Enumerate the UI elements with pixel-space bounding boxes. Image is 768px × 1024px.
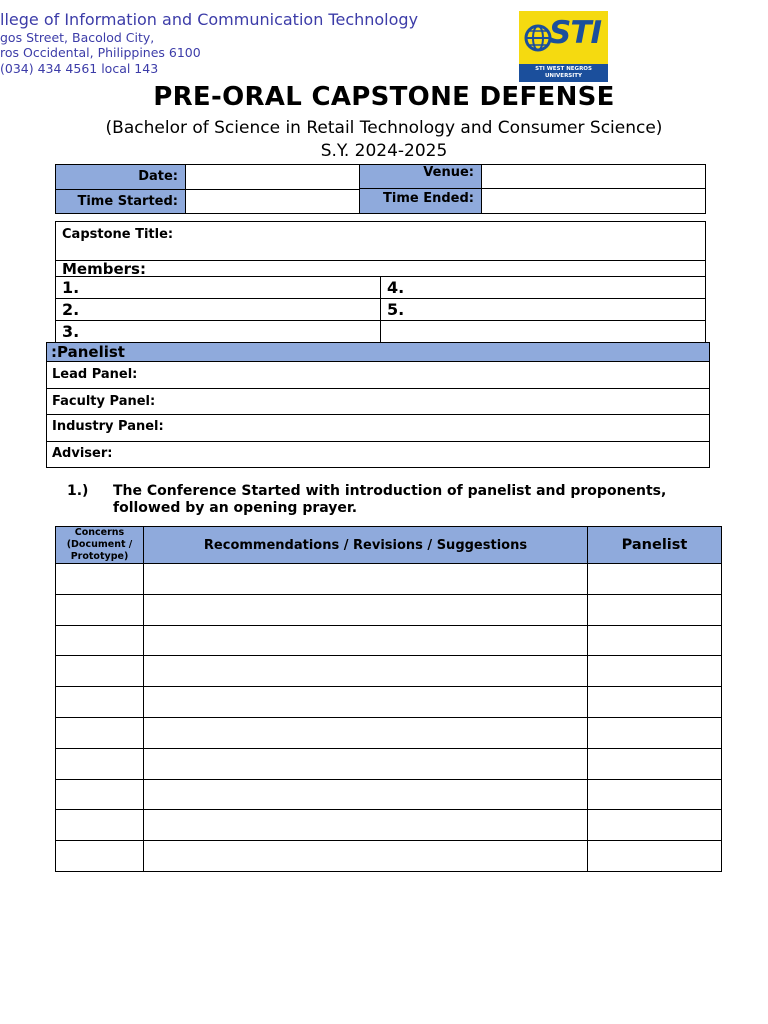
recommendation-cell[interactable] [143, 779, 588, 810]
member-1-label: 1. [62, 278, 80, 297]
logo-band-line1: STI WEST NEGROS [535, 66, 592, 72]
member-3-label: 3. [62, 322, 80, 341]
member-5-field[interactable] [380, 298, 706, 321]
globe-icon [524, 20, 552, 56]
panelist-column-header: Panelist [587, 526, 722, 564]
date-label: Date: [55, 164, 186, 190]
concerns-header-line2: (Document / [66, 539, 133, 550]
time-started-field[interactable] [185, 189, 360, 214]
member-4-label: 4. [387, 278, 405, 297]
venue-label: Venue: [359, 164, 482, 189]
capstone-title-label: Capstone Title: [62, 227, 174, 242]
recommendation-cell[interactable] [143, 625, 588, 656]
adviser-field[interactable] [46, 441, 710, 468]
industry-panel-field[interactable] [46, 414, 710, 442]
conference-line-2: followed by an opening prayer. [113, 500, 358, 516]
concerns-header-line1: Concerns [74, 527, 125, 538]
panelist-cell[interactable] [587, 717, 722, 749]
concerns-header [55, 526, 144, 564]
concern-cell[interactable] [55, 625, 144, 656]
concerns-header-line3: Prototype) [70, 551, 129, 562]
lead-panel-field[interactable] [46, 361, 710, 389]
panelist-header-label: :Panelist [51, 343, 125, 361]
address-province: ros Occidental, Philippines 6100 [0, 45, 201, 60]
faculty-panel-label: Faculty Panel: [52, 394, 156, 409]
concern-cell[interactable] [55, 655, 144, 687]
concern-cell[interactable] [55, 594, 144, 626]
time-ended-field[interactable] [481, 188, 706, 214]
panelist-cell[interactable] [587, 809, 722, 841]
concern-cell[interactable] [55, 840, 144, 872]
adviser-label: Adviser: [52, 446, 113, 461]
panelist-header [46, 342, 710, 362]
capstone-title-field[interactable] [55, 221, 706, 261]
member-3-field[interactable] [55, 320, 381, 343]
concern-cell[interactable] [55, 779, 144, 810]
member-1-field[interactable] [55, 276, 381, 299]
logo-band-line2: UNIVERSITY [544, 73, 583, 79]
recommendation-cell[interactable] [143, 840, 588, 872]
logo-band [519, 64, 608, 82]
page-title: PRE-ORAL CAPSTONE DEFENSE [153, 82, 615, 112]
conference-line-1: The Conference Started with introduction of panelist and proponents, [113, 483, 667, 499]
venue-field[interactable] [481, 164, 706, 189]
college-name: llege of Information and Communication Technology [0, 10, 419, 29]
concern-cell[interactable] [55, 748, 144, 780]
sti-logo [519, 11, 608, 82]
concern-cell[interactable] [55, 717, 144, 749]
panelist-cell[interactable] [587, 840, 722, 872]
panelist-cell[interactable] [587, 686, 722, 718]
recommendation-cell[interactable] [143, 563, 588, 595]
time-started-label: Time Started: [55, 189, 186, 214]
program-name: (Bachelor of Science in Retail Technology and Consumer Science) [105, 118, 663, 138]
concern-cell[interactable] [55, 809, 144, 841]
recommendation-cell[interactable] [143, 655, 588, 687]
member-4-field[interactable] [380, 276, 706, 299]
lead-panel-label: Lead Panel: [52, 367, 138, 382]
time-ended-label: Time Ended: [359, 188, 482, 214]
school-year: S.Y. 2024-2025 [320, 141, 448, 161]
recommendation-cell[interactable] [143, 686, 588, 718]
member-6-field[interactable] [380, 320, 706, 343]
recommendations-header: Recommendations / Revisions / Suggestions [143, 526, 588, 564]
panelist-cell[interactable] [587, 594, 722, 626]
members-label: Members: [62, 260, 146, 278]
panelist-cell[interactable] [587, 625, 722, 656]
member-5-label: 5. [387, 300, 405, 319]
recommendation-cell[interactable] [143, 748, 588, 780]
panelist-cell[interactable] [587, 748, 722, 780]
recommendation-cell[interactable] [143, 594, 588, 626]
member-2-field[interactable] [55, 298, 381, 321]
panelist-cell[interactable] [587, 655, 722, 687]
phone-number: (034) 434 4561 local 143 [0, 61, 159, 76]
address-street: gos Street, Bacolod City, [0, 30, 155, 45]
faculty-panel-field[interactable] [46, 388, 710, 415]
concern-cell[interactable] [55, 686, 144, 718]
panelist-cell[interactable] [587, 563, 722, 595]
date-field[interactable] [185, 164, 360, 190]
recommendation-cell[interactable] [143, 809, 588, 841]
logo-brand: STI [549, 15, 602, 51]
member-2-label: 2. [62, 300, 80, 319]
concern-cell[interactable] [55, 563, 144, 595]
item-number: 1.) [67, 483, 89, 499]
recommendation-cell[interactable] [143, 717, 588, 749]
members-row [55, 260, 706, 277]
industry-panel-label: Industry Panel: [52, 419, 164, 434]
panelist-cell[interactable] [587, 779, 722, 810]
